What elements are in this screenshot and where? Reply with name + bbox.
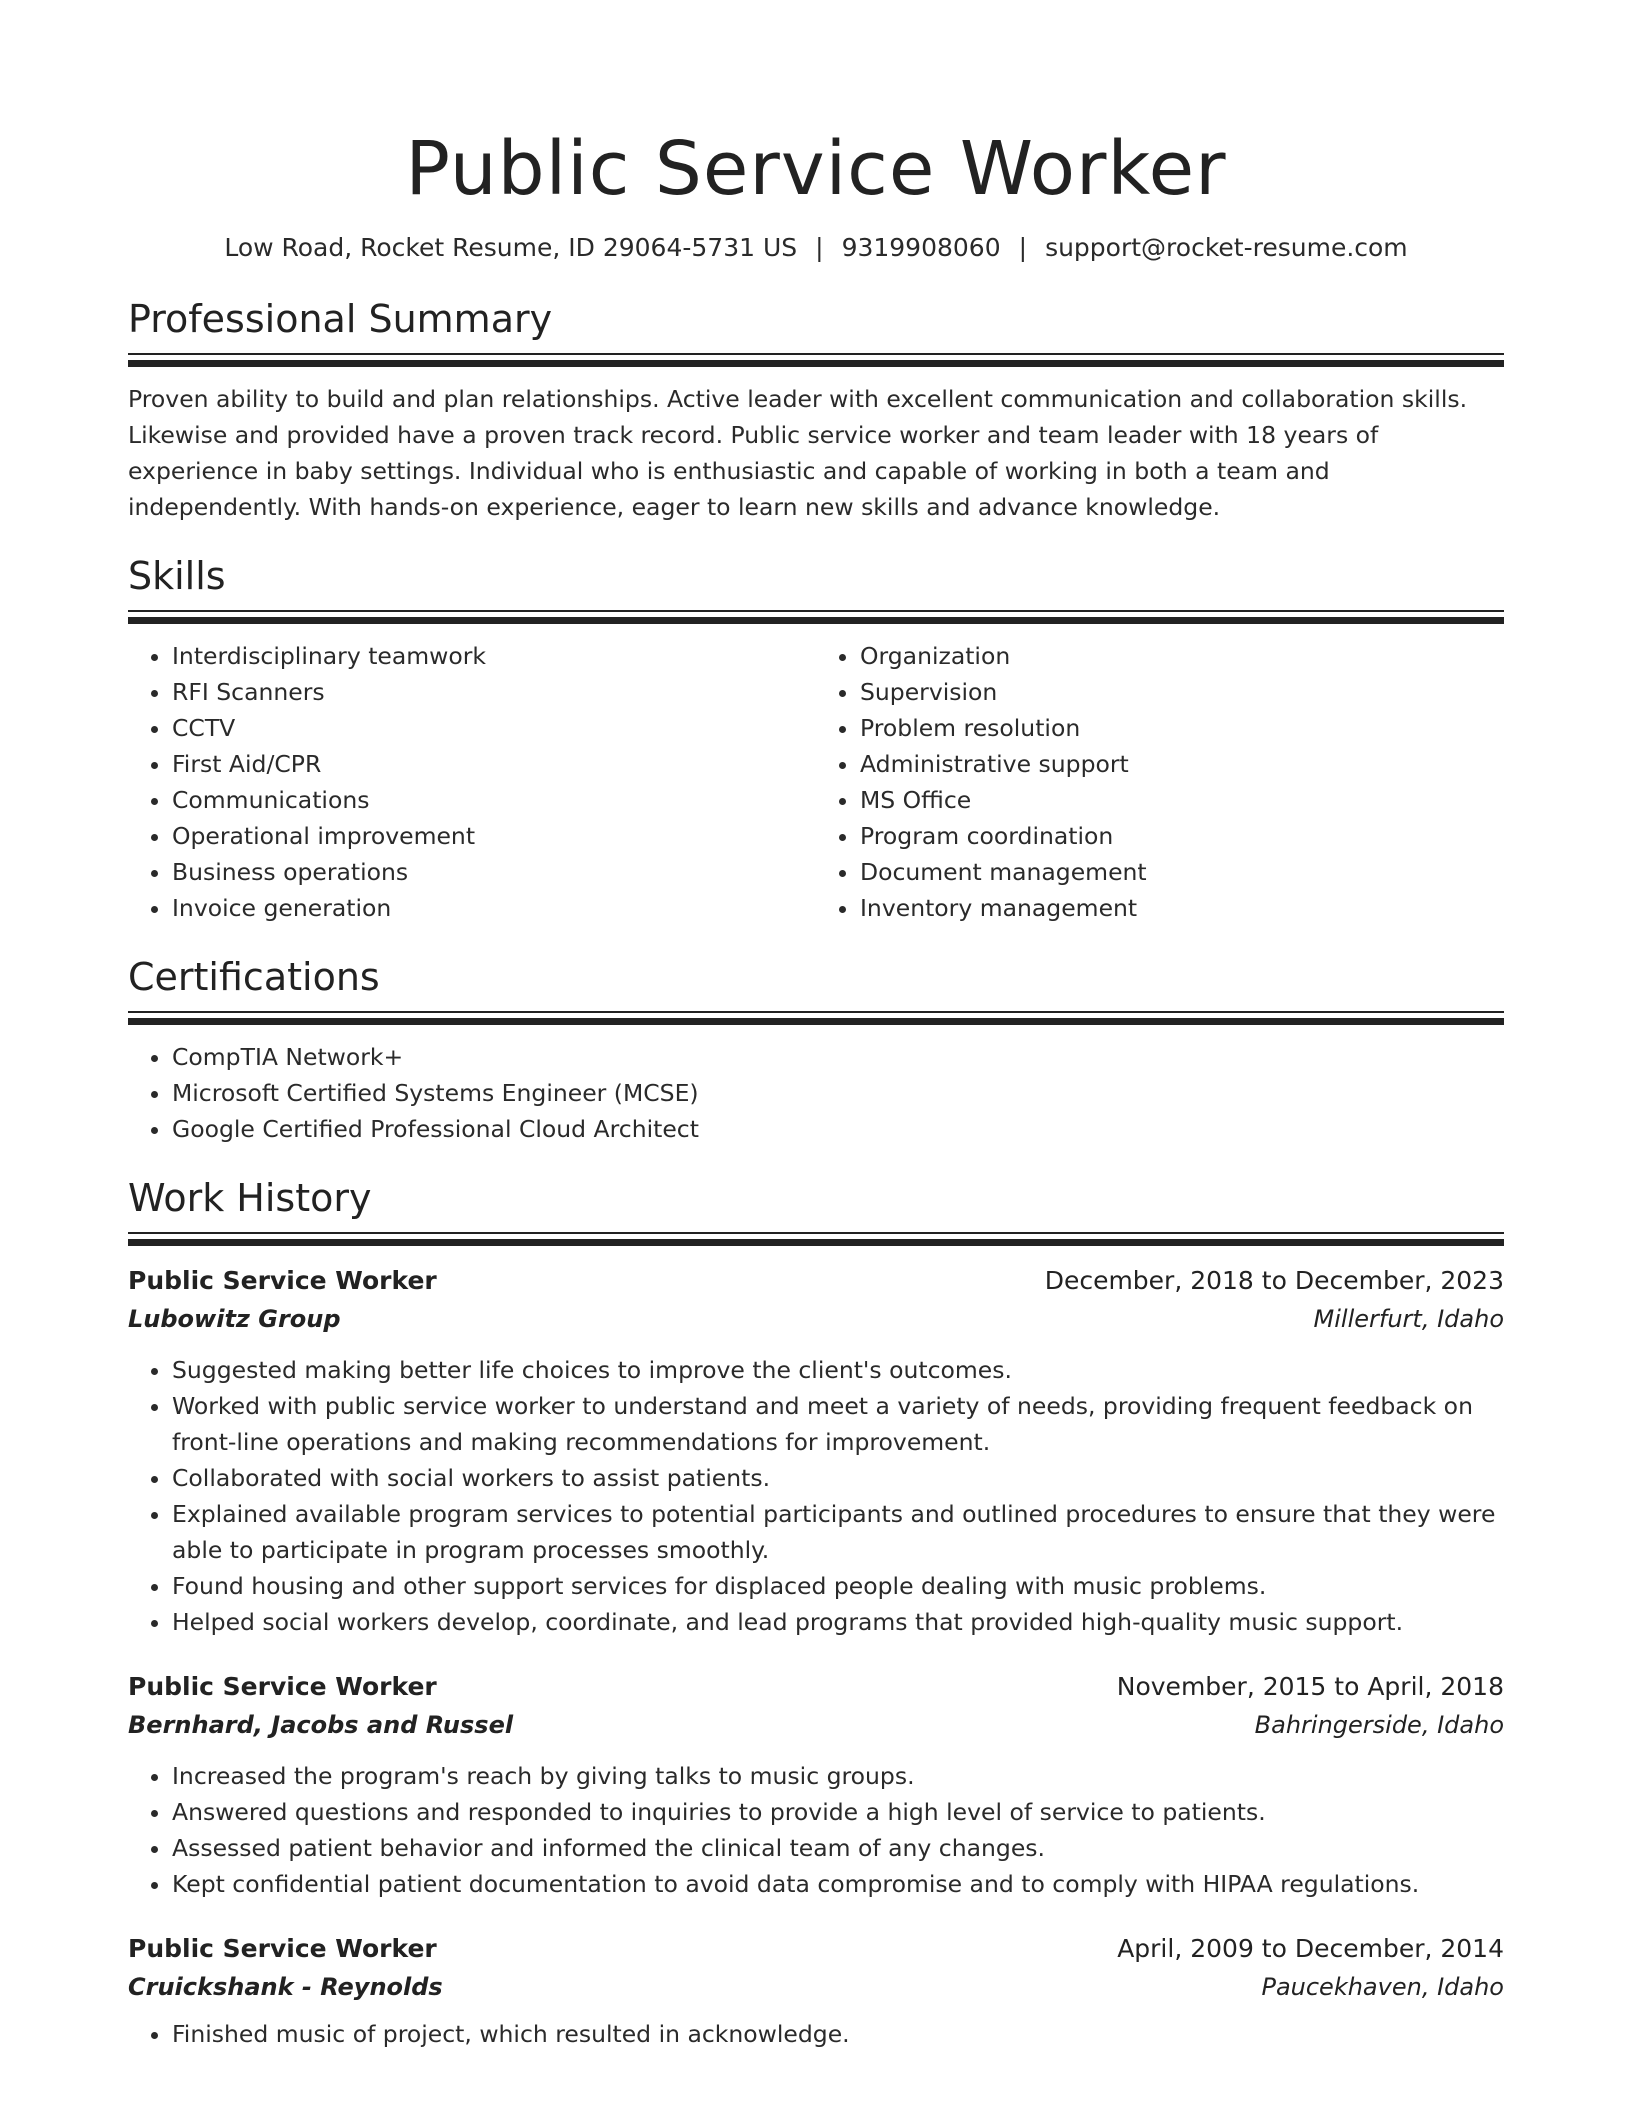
skills-list-right [816, 638, 1504, 926]
job-company: Bernhard, Jacobs and Russel [128, 1711, 514, 1739]
job-bullet: • Assessed patient behavior and informed the clinical team of any changes. [172, 1830, 1504, 1866]
skills-title: Skills [128, 554, 226, 598]
job-dates: April, 2009 to December, 2014 [1117, 1934, 1504, 1963]
resume-name: Public Service Worker [405, 126, 1227, 212]
contact-address: Low Road, Rocket Resume, ID 29064-5731 US [224, 233, 798, 262]
job-title: Public Service Worker [128, 1672, 437, 1701]
skill-item: • Document management [860, 854, 1504, 890]
skill-item: • Administrative support [860, 746, 1504, 782]
work-history-section [128, 1174, 1504, 2052]
skill-item: • Organization [860, 638, 1504, 674]
resume-page [128, 0, 1504, 2052]
job-bullet: • Found housing and other support services for displaced people dealing with music problems. [172, 1568, 1504, 1604]
job-bullet: • Helped social workers develop, coordinate, and lead programs that provided high-quality music support. [172, 1604, 1504, 1640]
job-header-row [128, 1930, 1504, 1968]
job-company: Cruickshank - Reynolds [128, 1973, 443, 2001]
job-bullet: • Kept confidential patient documentation to avoid data compromise and to comply with HIPAA regulations. [172, 1866, 1504, 1902]
job-bullet: • Worked with public service worker to understand and meet a variety of needs, providing frequent feedback on front-line operations and making recommendations for improvement. [172, 1388, 1504, 1460]
skill-item: • First Aid/CPR [172, 746, 816, 782]
contact-email: support@rocket-resume.com [1045, 233, 1408, 262]
contact-phone: 9319908060 [841, 233, 1001, 262]
job-bullet: • Increased the program's reach by giving talks to music groups. [172, 1758, 1504, 1794]
job-subheader-row [128, 1300, 1504, 1338]
job-bullet: • Suggested making better life choices to improve the client's outcomes. [172, 1352, 1504, 1388]
skill-item: • Program coordination [860, 818, 1504, 854]
job-bullets [128, 1352, 1504, 1640]
section-divider [128, 1232, 1504, 1246]
skills-grid [128, 638, 1504, 926]
certification-item: • Microsoft Certified Systems Engineer (MCSE) [172, 1075, 1504, 1111]
job-header-row [128, 1262, 1504, 1300]
skill-item: • RFI Scanners [172, 674, 816, 710]
skill-item: • Inventory management [860, 890, 1504, 926]
skill-item: • MS Office [860, 782, 1504, 818]
work-history-title: Work History [128, 1176, 372, 1220]
certifications-title: Certifications [128, 955, 380, 999]
certifications-list [128, 1039, 1504, 1147]
job-bullets [128, 2016, 1504, 2052]
job-subheader-row [128, 1706, 1504, 1744]
job-dates: December, 2018 to December, 2023 [1044, 1266, 1504, 1295]
skill-item: • Operational improvement [172, 818, 816, 854]
job-header-row [128, 1668, 1504, 1706]
job-company: Lubowitz Group [128, 1305, 341, 1333]
skill-item: • Interdisciplinary teamwork [172, 638, 816, 674]
summary-title: Professional Summary [128, 297, 553, 341]
job-title: Public Service Worker [128, 1934, 437, 1963]
skills-section [128, 552, 1504, 926]
job-title: Public Service Worker [128, 1266, 437, 1295]
job-bullet: • Answered questions and responded to inquiries to provide a high level of service to patients. [172, 1794, 1504, 1830]
job-bullet: • Finished music of project, which resulted in acknowledge. [172, 2016, 1504, 2052]
section-divider [128, 353, 1504, 367]
certification-item: • Google Certified Professional Cloud Architect [172, 1111, 1504, 1147]
skill-item: • Communications [172, 782, 816, 818]
job-entry [128, 1262, 1504, 1640]
section-divider [128, 610, 1504, 624]
job-location: Bahringerside, Idaho [1254, 1711, 1504, 1739]
job-dates: November, 2015 to April, 2018 [1116, 1672, 1504, 1701]
job-bullet: • Collaborated with social workers to assist patients. [172, 1460, 1504, 1496]
skills-list-left [128, 638, 816, 926]
certifications-section [128, 953, 1504, 1147]
job-location: Paucekhaven, Idaho [1261, 1973, 1504, 2001]
contact-separator: | [815, 233, 824, 262]
skill-item: • Business operations [172, 854, 816, 890]
job-location: Millerfurt, Idaho [1313, 1305, 1504, 1333]
summary-section [128, 295, 1504, 525]
job-entry [128, 1930, 1504, 2052]
section-divider [128, 1011, 1504, 1025]
skill-item: • Supervision [860, 674, 1504, 710]
contact-line [128, 232, 1504, 264]
summary-text: Proven ability to build and plan relationships. Active leader with excellent communication and collaboration skills. Likewise and provided have a proven track record. Public service worker and team leader with 18 years of experience in baby settings. Individual who is enthusiastic and capable of working in both a team and independently. With hands-on experience, eager to learn new skills and advance knowledge. [128, 385, 1468, 521]
job-bullet: • Explained available program services to potential participants and outlined procedures to ensure that they were able to participate in program processes smoothly. [172, 1496, 1504, 1568]
job-entry [128, 1668, 1504, 1902]
job-bullets [128, 1758, 1504, 1902]
skill-item: • CCTV [172, 710, 816, 746]
skill-item: • Invoice generation [172, 890, 816, 926]
contact-separator: | [1018, 233, 1028, 262]
skill-item: • Problem resolution [860, 710, 1504, 746]
job-subheader-row [128, 1968, 1504, 2006]
certification-item: • CompTIA Network+ [172, 1039, 1504, 1075]
